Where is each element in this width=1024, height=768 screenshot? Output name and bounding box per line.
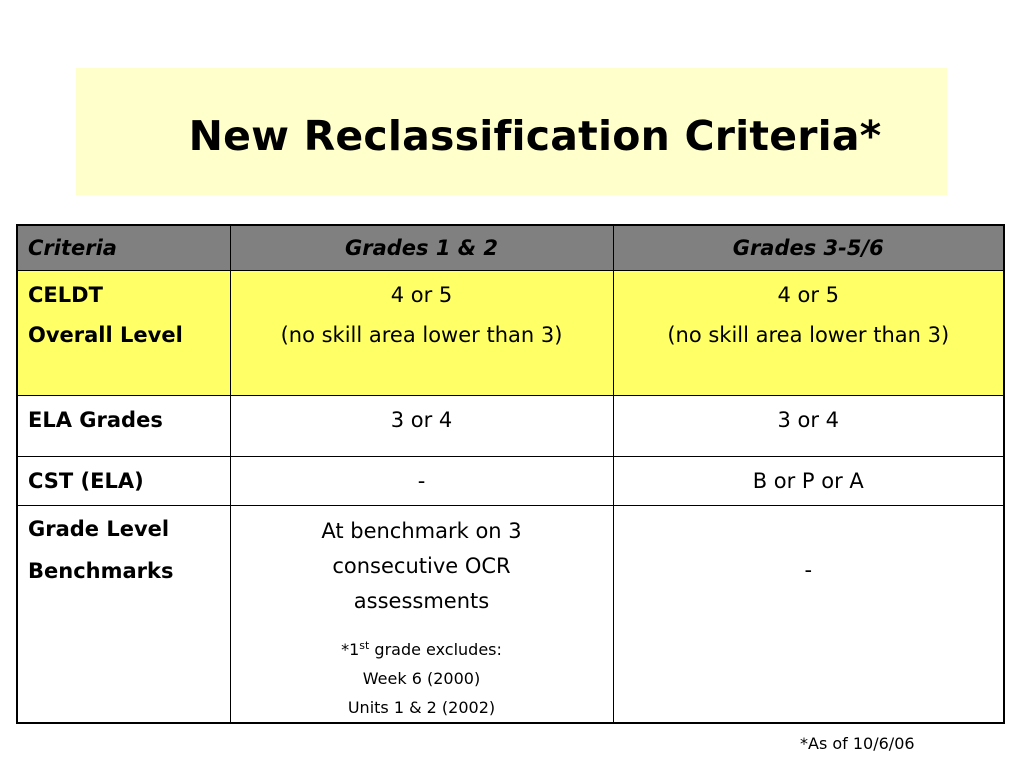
benchmarks-g12-line1: At benchmark on 3 <box>321 519 522 543</box>
celdt-g356-line1: 4 or 5 <box>777 283 840 307</box>
benchmarks-g12-note <box>231 635 613 722</box>
ela-g12-value: 3 or 4 <box>390 408 453 432</box>
celdt-grades-1-2 <box>230 271 613 396</box>
row-label-benchmarks <box>17 506 230 724</box>
cst-g356-value: B or P or A <box>752 469 864 493</box>
benchmarks-g12-line2: consecutive OCR <box>332 554 511 578</box>
table-row-cst <box>17 457 1004 506</box>
cst-grades-1-2 <box>230 457 613 506</box>
celdt-label-line2: Overall Level <box>28 323 183 347</box>
benchmarks-grades-1-2 <box>230 506 613 724</box>
celdt-grades-3-5-6 <box>613 271 1004 396</box>
benchmarks-grades-3-5-6 <box>613 506 1004 724</box>
note-prefix: *1 <box>341 640 360 659</box>
note-superscript: st <box>359 639 370 652</box>
celdt-label-line1: CELDT <box>28 283 103 307</box>
benchmarks-g12-line3: assessments <box>353 589 490 613</box>
table-row-celdt <box>17 271 1004 396</box>
cst-label: CST (ELA) <box>28 469 144 493</box>
celdt-g356-line2: (no skill area lower than 3) <box>667 323 950 347</box>
note-line1 <box>231 635 613 664</box>
row-label-ela <box>17 396 230 457</box>
footnote: *As of 10/6/06 <box>800 734 915 753</box>
benchmarks-g356-value: - <box>804 558 813 582</box>
benchmarks-g12-main <box>231 506 613 619</box>
table-row-benchmarks <box>17 506 1004 724</box>
benchmarks-label-line2: Benchmarks <box>28 559 174 583</box>
header-grades-1-2: Grades 1 & 2 <box>230 225 613 271</box>
ela-grades-1-2 <box>230 396 613 457</box>
ela-g356-value: 3 or 4 <box>777 408 840 432</box>
note-suffix: grade excludes: <box>369 640 502 659</box>
celdt-g12-line2: (no skill area lower than 3) <box>280 323 563 347</box>
table-row-ela <box>17 396 1004 457</box>
ela-grades-3-5-6 <box>613 396 1004 457</box>
benchmarks-label-line1: Grade Level <box>28 517 170 541</box>
note-line2: Week 6 (2000) <box>362 669 481 688</box>
cst-grades-3-5-6 <box>613 457 1004 506</box>
table-header-row <box>17 225 1004 271</box>
celdt-g12-line1: 4 or 5 <box>390 283 453 307</box>
header-criteria: Criteria <box>17 225 230 271</box>
note-line3: Units 1 & 2 (2002) <box>347 698 496 717</box>
cst-g12-value: - <box>417 469 426 493</box>
row-label-celdt <box>17 271 230 396</box>
header-grades-3-5-6: Grades 3-5/6 <box>613 225 1004 271</box>
criteria-table <box>16 224 1005 724</box>
page-title: New Reclassification Criteria* <box>188 112 882 160</box>
row-label-cst <box>17 457 230 506</box>
ela-label: ELA Grades <box>28 408 163 432</box>
